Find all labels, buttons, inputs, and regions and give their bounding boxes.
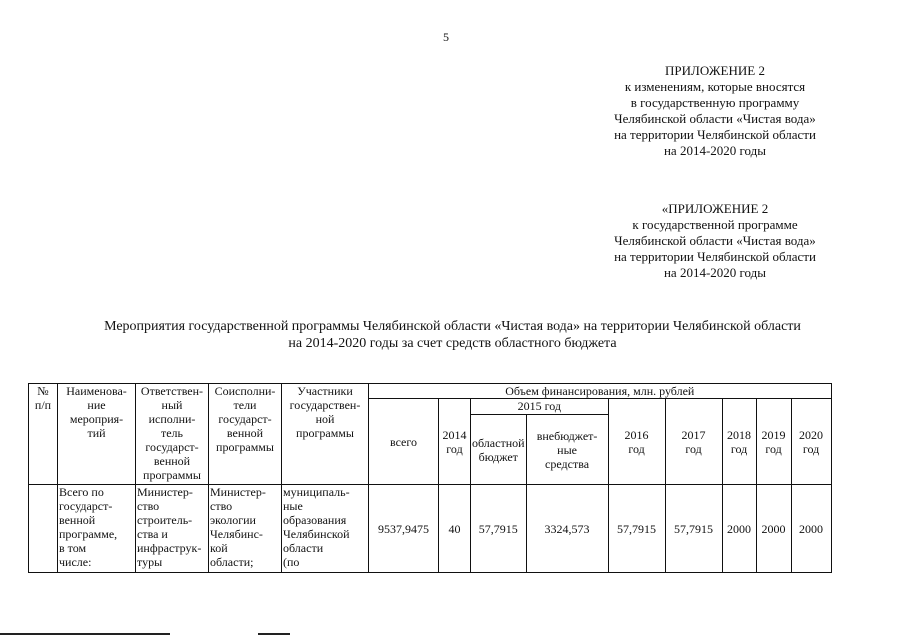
header-participants: Участники государствен- ной программы [282,384,369,485]
header-extrabudgetary: внебюджет- ные средства [526,415,608,485]
cell-2020: 2000 [791,485,831,573]
cell-total: 9537,9475 [369,485,439,573]
annex-program-line: на территории Челябинской области [614,249,816,264]
bottom-scan-rule [0,633,170,635]
cell-2017: 57,7915 [665,485,722,573]
heading-line: на 2014-2020 годы за счет средств областного бюджета [288,336,617,351]
header-2019: 2019 год [756,399,791,485]
cell-participants: муниципаль- ные образования Челябинской области (по [282,485,369,573]
cell-regional-budget: 57,7915 [471,485,527,573]
page-number: 5 [443,30,449,44]
cell-2019: 2000 [756,485,791,573]
annex-program-line: на 2014-2020 годы [663,265,767,280]
header-total: всего [369,399,439,485]
header-responsible: Ответствен- ный исполни- тель государст- венной программы [136,384,209,485]
header-2020: 2020 год [791,399,831,485]
annex-program-block [560,201,870,281]
header-num: № п/п [29,384,58,485]
header-2014: 2014 год [439,399,471,485]
header-name: Наименова- ние мероприя- тий [58,384,136,485]
cell-2018: 2000 [722,485,756,573]
header-funding-group: Объем финансирования, млн. рублей [369,384,832,399]
funding-table [28,383,832,573]
table-row [29,485,832,573]
header-regional-budget: областной бюджет [471,415,527,485]
cell-num [29,485,58,573]
cell-responsible: Министер- ство строитель- ства и инфраструк- туры [136,485,209,573]
header-2017: 2017 год [665,399,722,485]
header-2016: 2016 год [608,399,665,485]
header-co-executors: Соисполни- тели государст- венной программы [209,384,282,485]
cell-co-executors: Министер- ство экологии Челябинс- кой области; [209,485,282,573]
document-heading [40,318,865,352]
cell-2014: 40 [439,485,471,573]
annex-amendment-line: Челябинской области «Чистая вода» [614,111,816,126]
header-2015-group: 2015 год [471,399,609,415]
annex-amendment-line: ПРИЛОЖЕНИЕ 2 [665,63,765,78]
cell-name: Всего по государст- венной программе, в том числе: [58,485,136,573]
annex-program-line: «ПРИЛОЖЕНИЕ 2 [661,201,769,216]
header-2018: 2018 год [722,399,756,485]
heading-line: Мероприятия государственной программы Челябинской области «Чистая вода» на территории Челябинской области [104,319,801,334]
cell-2016: 57,7915 [608,485,665,573]
annex-amendment-line: к изменениям, которые вносятся [624,79,806,94]
annex-program-line: Челябинской области «Чистая вода» [614,233,816,248]
annex-amendment-block [560,63,870,159]
annex-program-line: к государственной программе [632,217,798,232]
annex-amendment-line: на территории Челябинской области [614,127,816,142]
cell-extrabudgetary: 3324,573 [526,485,608,573]
annex-amendment-line: в государственную программу [630,95,800,110]
annex-amendment-line: на 2014-2020 годы [663,143,767,158]
bottom-scan-rule [258,633,290,635]
